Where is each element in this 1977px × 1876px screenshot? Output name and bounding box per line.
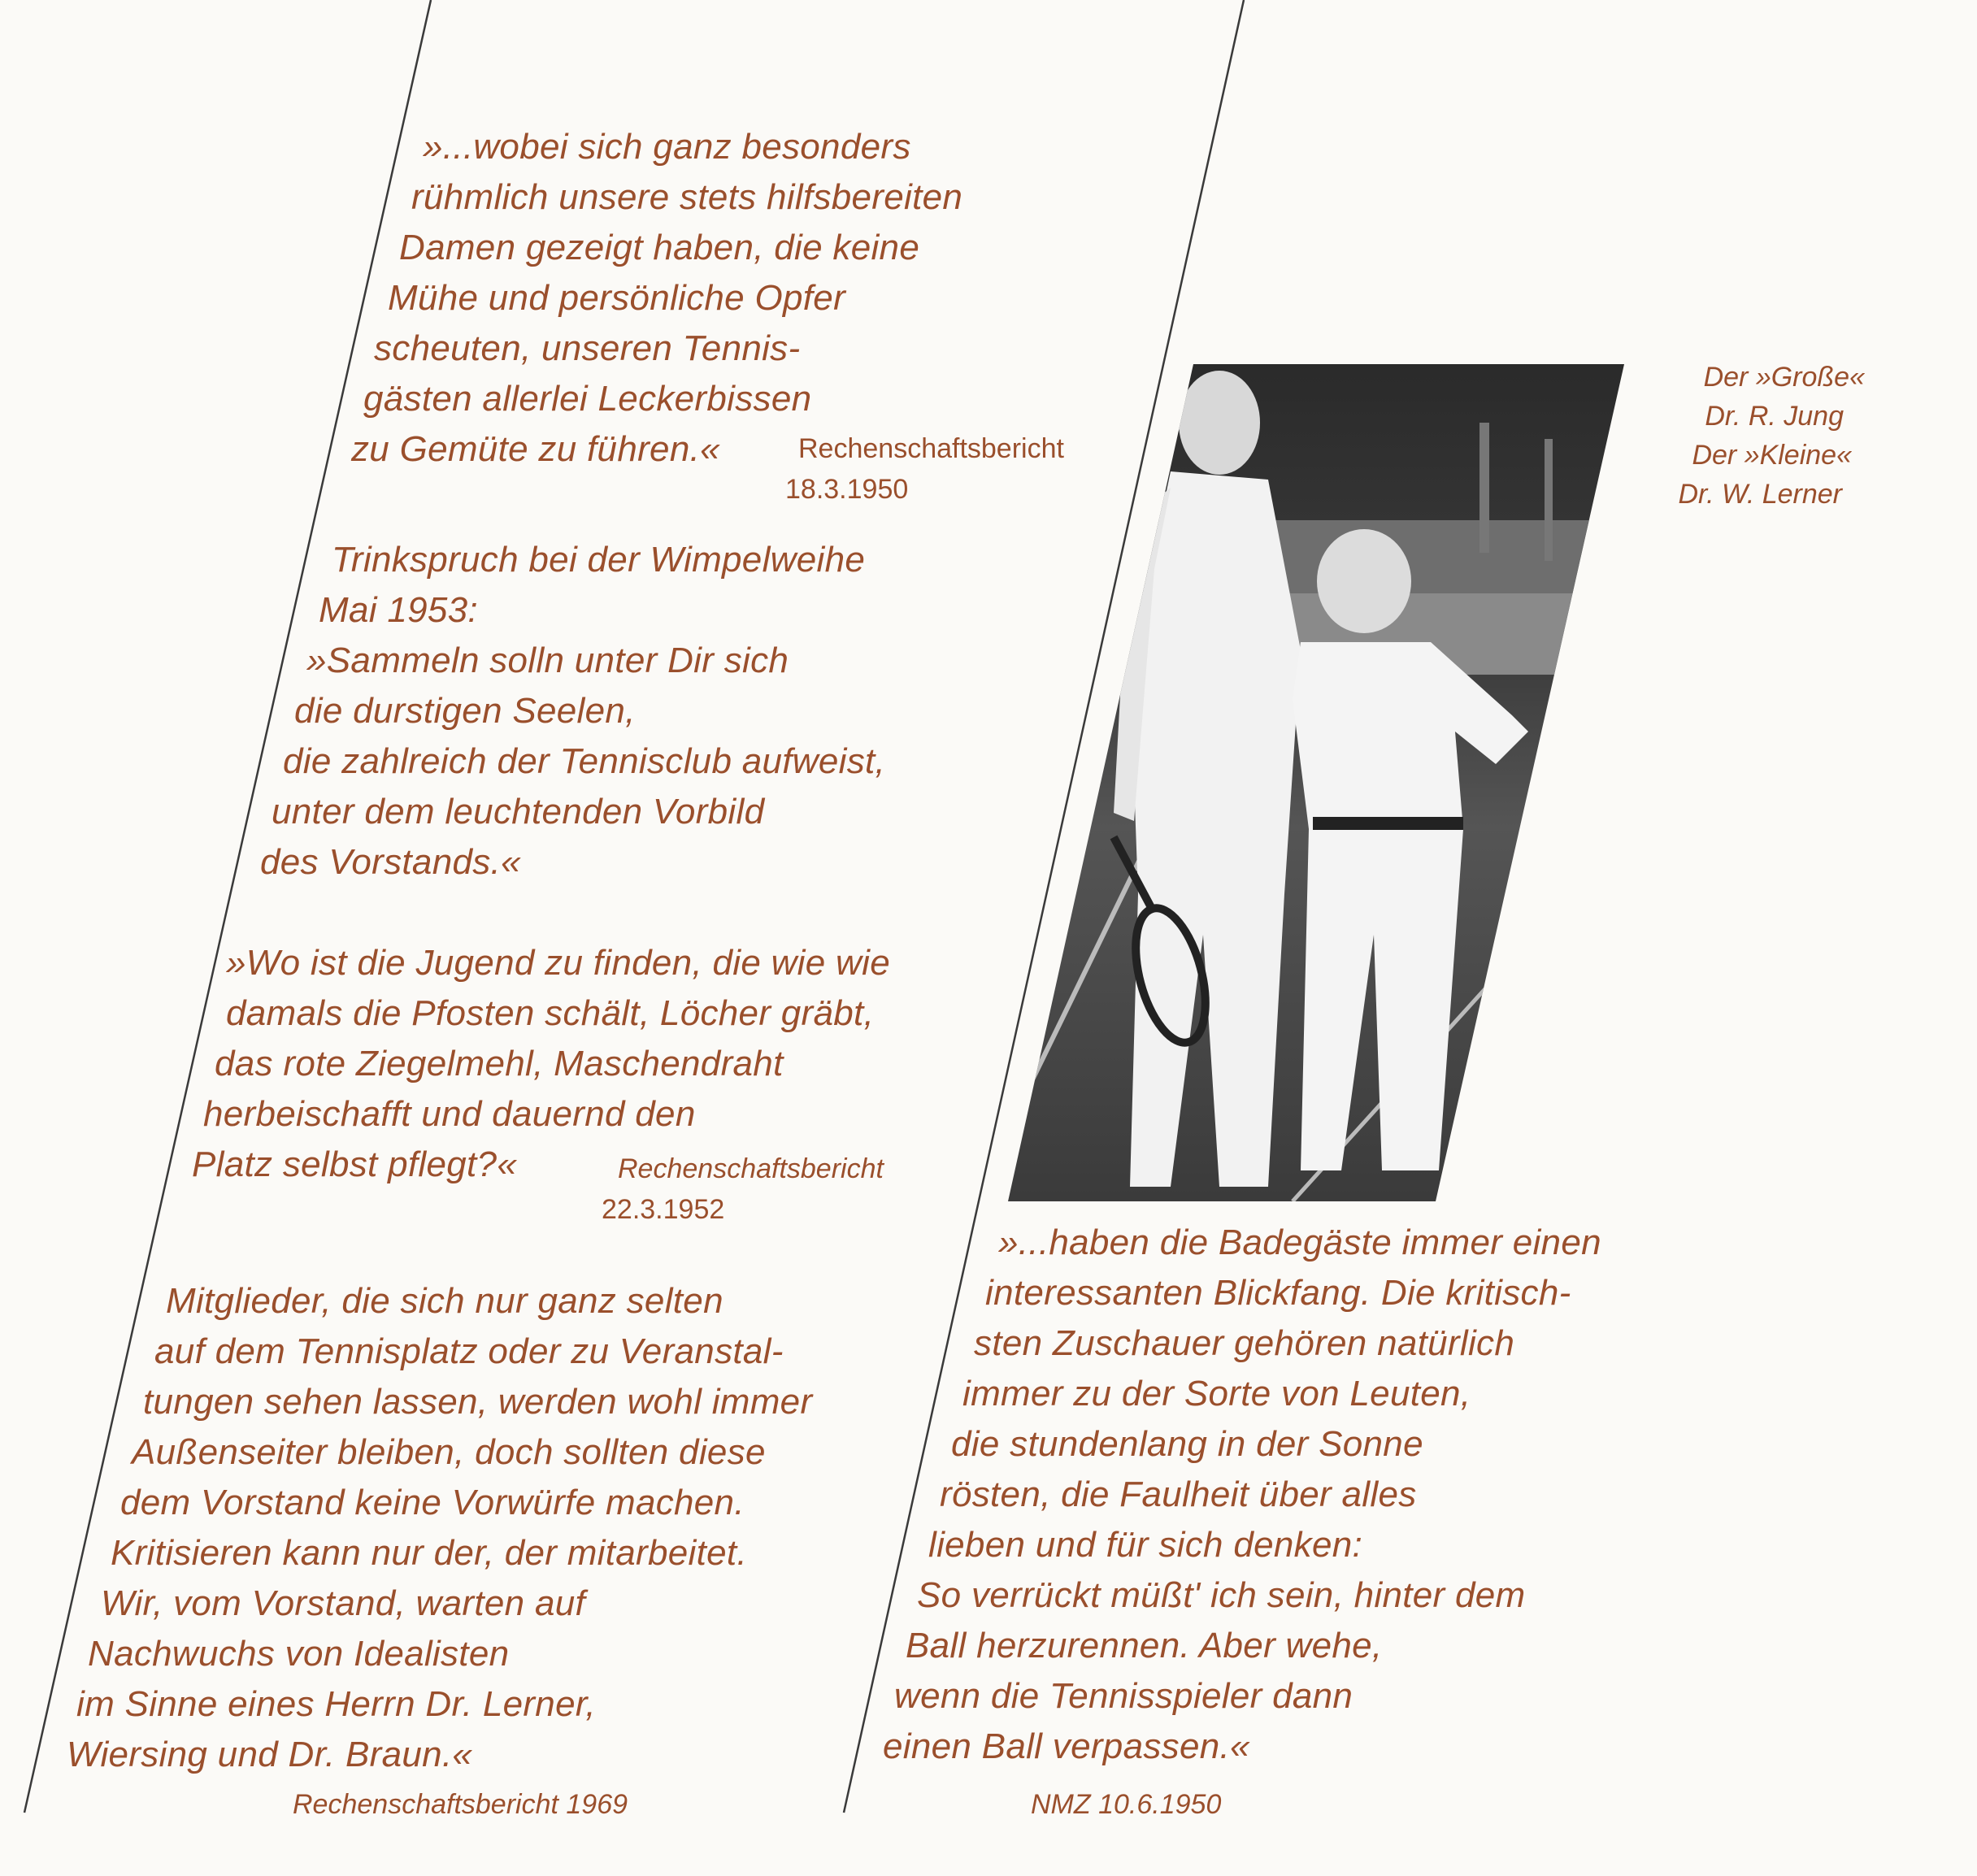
quote-2-line-6: unter dem leuchtenden Vorbild	[272, 792, 765, 832]
quote-2-line-7: des Vorstands.«	[260, 842, 521, 882]
quote-3-line-5: Platz selbst pflegt?«	[192, 1144, 518, 1184]
quote-4-line-5: dem Vorstand keine Vorwürfe machen.	[120, 1483, 745, 1522]
quote-1-line-5: scheuten, unseren Tennis-	[374, 328, 801, 368]
quote-3-line-4: herbeischafft und dauernd den	[203, 1094, 696, 1134]
quote-1-line-1: »...wobei sich ganz besonders	[423, 127, 911, 167]
quote-5-line-7: lieben und für sich denken:	[928, 1525, 1363, 1565]
quote-1-line-2: rühmlich unsere stets hilfsbereiten	[411, 177, 963, 217]
caption-line-2: Dr. R. Jung	[1705, 401, 1844, 432]
quote-3-line-3: das rote Ziegelmehl, Maschendraht	[215, 1044, 784, 1083]
quote-2-line-4: die durstigen Seelen,	[294, 691, 636, 731]
quote-4-line-1: Mitglieder, die sich nur ganz selten	[166, 1281, 723, 1321]
quote-4-line-8: Nachwuchs von Idealisten	[88, 1634, 510, 1674]
quote-1-line-6: gästen allerlei Leckerbissen	[363, 379, 812, 419]
quote-2-line-3: »Sammeln solln unter Dir sich	[306, 641, 789, 680]
quote-5-line-3: sten Zuschauer gehören natürlich	[974, 1323, 1515, 1363]
quote-4-line-6: Kritisieren kann nur der, der mitarbeitet.	[111, 1533, 747, 1573]
quote-4-line-3: tungen sehen lassen, werden wohl immer	[143, 1382, 813, 1422]
quote-2	[0, 535, 885, 888]
quote-5-line-11: einen Ball verpassen.«	[883, 1726, 1250, 1766]
photo-caption	[1678, 358, 1865, 514]
quote-4-line-9: im Sinne eines Herrn Dr. Lerner,	[76, 1684, 596, 1724]
quote-1-source: Rechenschaftsbericht	[798, 433, 1064, 464]
quote-5-line-9: Ball herzurennen. Aber wehe,	[906, 1626, 1383, 1665]
quote-3-date: 22.3.1952	[602, 1194, 725, 1225]
quote-4-line-4: Außenseiter bleiben, doch sollten diese	[132, 1432, 766, 1472]
quote-5-line-5: die stundenlang in der Sonne	[951, 1424, 1423, 1464]
quote-2-line-1: Trinkspruch bei der Wimpelweihe	[332, 540, 866, 580]
quote-5-line-6: rösten, die Faulheit über alles	[940, 1474, 1417, 1514]
quote-1-line-3: Damen gezeigt haben, die keine	[399, 228, 920, 267]
quote-5	[0, 1218, 1601, 1772]
quote-2-line-2: Mai 1953:	[319, 590, 478, 630]
quote-5-line-4: immer zu der Sorte von Leuten,	[962, 1374, 1471, 1414]
quote-1-line-7: zu Gemüte zu führen.«	[351, 429, 720, 469]
quote-3-source: Rechenschaftsbericht	[618, 1153, 884, 1184]
quote-1-date: 18.3.1950	[785, 474, 909, 505]
caption-line-4: Dr. W. Lerner	[1678, 479, 1842, 510]
quote-4-line-10: Wiersing und Dr. Braun.«	[67, 1735, 473, 1774]
quote-5-line-2: interessanten Blickfang. Die kritisch-	[985, 1273, 1571, 1313]
quote-4-line-7: Wir, vom Vorstand, warten auf	[101, 1583, 586, 1623]
caption-line-1: Der »Große«	[1703, 362, 1865, 393]
quote-3-line-2: damals die Pfosten schält, Löcher gräbt,	[226, 993, 875, 1033]
quote-4-line-2: auf dem Tennisplatz oder zu Veranstal-	[154, 1331, 784, 1371]
quote-5-source: NMZ 10.6.1950	[1031, 1789, 1222, 1820]
quote-1	[0, 122, 962, 475]
quote-5-line-8: So verrückt müßt' ich sein, hinter dem	[917, 1575, 1526, 1615]
caption-line-3: Der »Kleine«	[1692, 440, 1852, 471]
quote-5-line-1: »...haben die Badegäste immer einen	[998, 1222, 1601, 1262]
quote-2-line-5: die zahlreich der Tennisclub aufweist,	[283, 741, 886, 781]
quote-4-source: Rechenschaftsbericht 1969	[293, 1789, 628, 1820]
quote-5-line-10: wenn die Tennisspieler dann	[894, 1676, 1353, 1716]
quote-3-line-1: »Wo ist die Jugend zu finden, die wie wie	[226, 943, 890, 983]
quote-1-line-4: Mühe und persönliche Opfer	[388, 278, 846, 318]
